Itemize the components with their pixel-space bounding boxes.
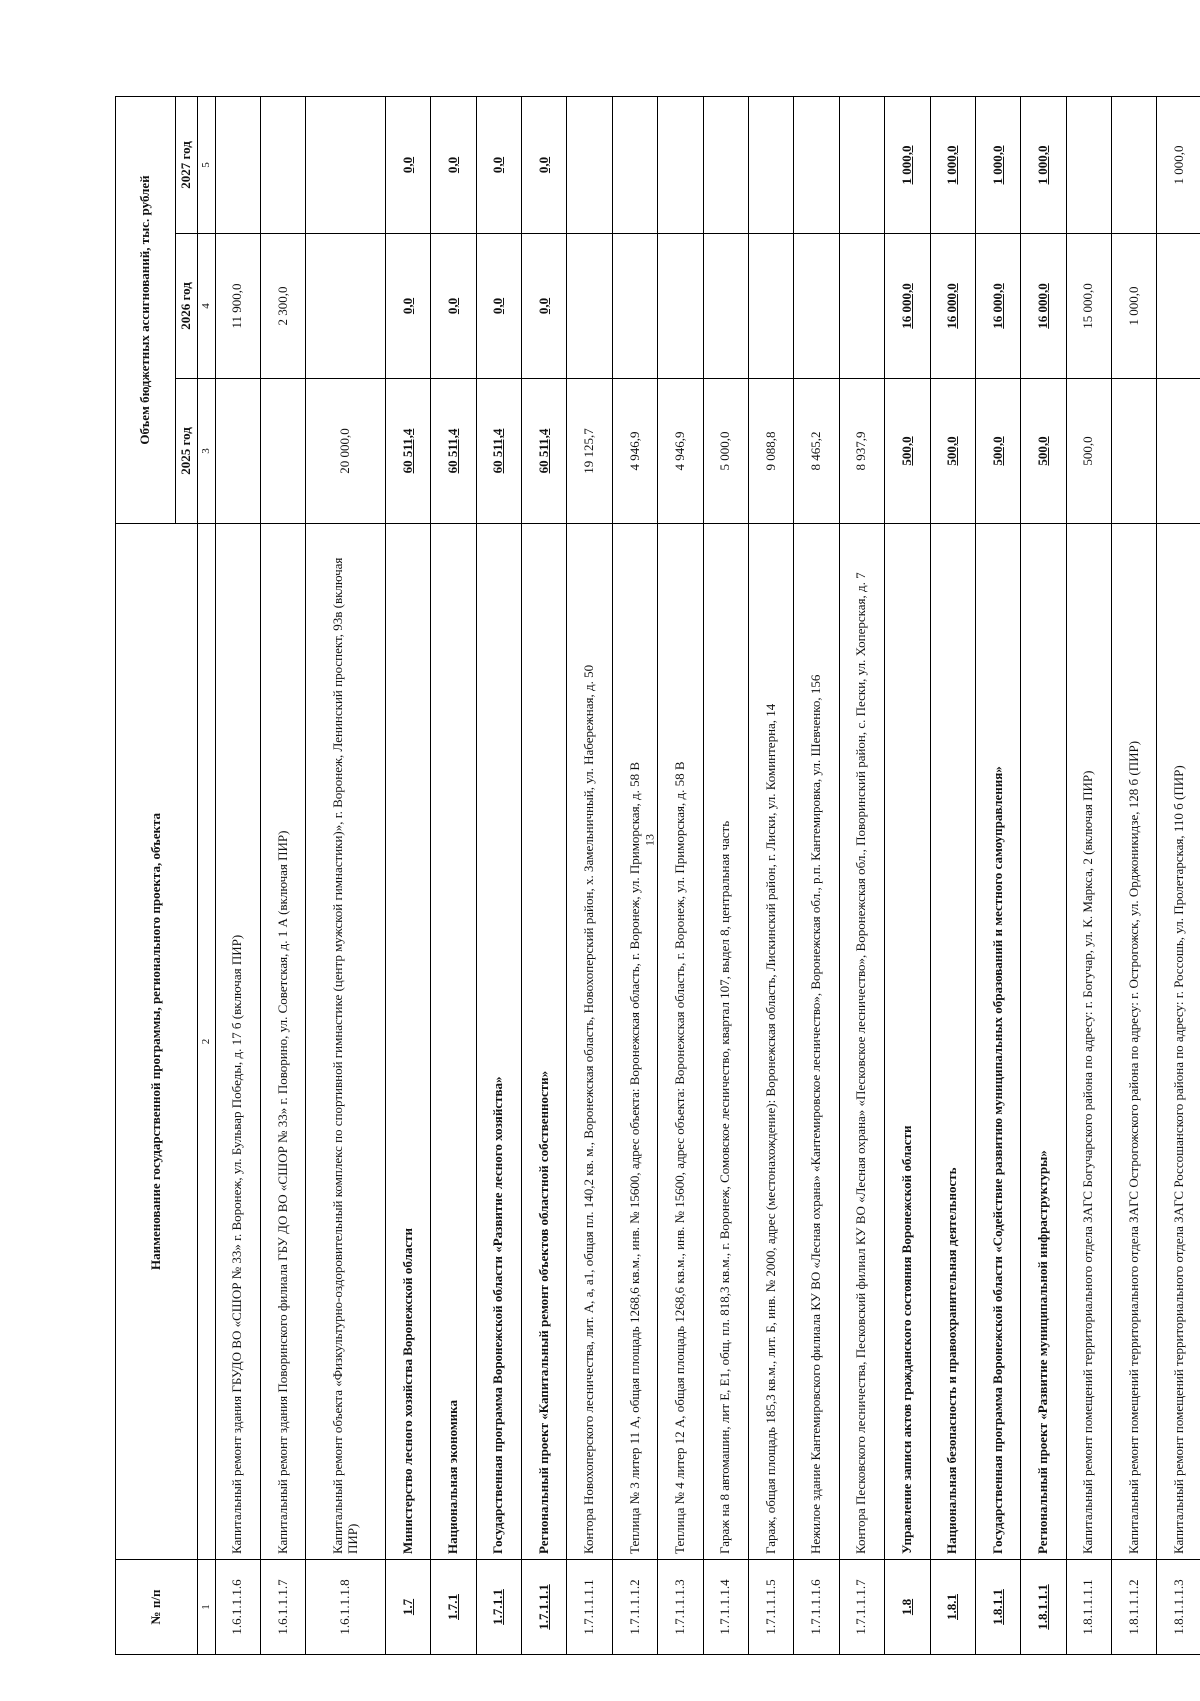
- row-name: [1157, 524, 1200, 1560]
- row-name: [431, 524, 476, 1560]
- row-number-text: 1.7: [399, 1598, 415, 1616]
- row-name-text: Капитальный ремонт помещений территориального отдела ЗАГС Острогожского района по адресу: г. Острогожск, ул. Орджоникидзе, 128 б (ПИР): [1125, 740, 1141, 1554]
- value-2027-text: 0,0: [444, 156, 460, 174]
- value-2026: [1112, 234, 1157, 379]
- table-row: [306, 96, 385, 1654]
- value-2027: [522, 96, 567, 233]
- value-2027: [476, 96, 521, 233]
- value-2027-text: 1 000,0: [1035, 145, 1051, 185]
- value-2027-text: 0,0: [535, 156, 551, 174]
- value-2027: [658, 96, 703, 233]
- value-2027: [930, 96, 975, 233]
- value-2027: [385, 96, 430, 233]
- value-2025-text: 500,0: [1080, 436, 1096, 466]
- value-2026-text: 16 000,0: [989, 283, 1005, 329]
- value-2025: [748, 379, 793, 524]
- header-year-2026: 2026 год: [176, 234, 198, 379]
- row-number: [567, 1560, 612, 1655]
- table-row: [930, 96, 975, 1654]
- col-number: 1: [198, 1560, 216, 1655]
- value-2025: [658, 379, 703, 524]
- row-number-text: 1.6.1.1.1.7: [274, 1579, 290, 1635]
- row-number-text: 1.7.1.1.1.2: [626, 1579, 642, 1635]
- value-2026: [261, 234, 306, 379]
- value-2026: [567, 234, 612, 379]
- row-name-text: Капитальный ремонт здания ГБУДО ВО «СШОР № 33» г. Воронеж, ул. Бульвар Победы, д. 17 б (включая ПИР): [229, 934, 245, 1554]
- row-name-text: Министерство лесного хозяйства Воронежской области: [399, 1227, 415, 1554]
- table-row: [794, 96, 839, 1654]
- value-2027-text: 1 000,0: [898, 145, 914, 185]
- row-number: [658, 1560, 703, 1655]
- value-2027: [794, 96, 839, 233]
- row-name: [703, 524, 748, 1560]
- row-number-text: 1.7.1.1.1: [535, 1584, 551, 1630]
- row-name-text: Капитальный ремонт помещений территориального отдела ЗАГС Богучарского района по адресу: г. Богучар, ул. К. Маркса, 2 (включая ПИР): [1080, 770, 1096, 1554]
- row-number-text: 1.7.1.1.1.3: [671, 1579, 687, 1635]
- value-2025: [431, 379, 476, 524]
- value-2025-text: 8 465,2: [808, 431, 824, 471]
- value-2026-text: 16 000,0: [1035, 283, 1051, 329]
- row-number: [1021, 1560, 1066, 1655]
- value-2026: [794, 234, 839, 379]
- value-2025: [261, 379, 306, 524]
- value-2025: [703, 379, 748, 524]
- value-2025: [1021, 379, 1066, 524]
- value-2025: [612, 379, 657, 524]
- value-2025: [1157, 379, 1200, 524]
- value-2026: [839, 234, 884, 379]
- table-row: [1112, 96, 1157, 1654]
- header-year-2027: 2027 год: [176, 96, 198, 233]
- row-number-text: 1.7.1.1.1.6: [808, 1579, 824, 1635]
- row-name-text: Капитальный ремонт помещений территориального отдела ЗАГС Россошанского района по адресу: г. Россошь, ул. Пролетарская, 110 б (ПИР): [1171, 765, 1187, 1554]
- value-2027-text: 1 000,0: [989, 145, 1005, 185]
- budget-table: [115, 96, 1200, 1655]
- row-name-text: Теплица № 4 литер 12 А, общая площадь 1268,6 кв.м., инв. № 15600, адрес объекта: Воронежская область, г. Воронеж, ул. Приморская, д. 58 В: [671, 761, 687, 1554]
- value-2025-text: 20 000,0: [337, 428, 353, 474]
- value-2026-text: 16 000,0: [898, 283, 914, 329]
- value-2026: [522, 234, 567, 379]
- value-2025: [567, 379, 612, 524]
- table-row: [567, 96, 612, 1654]
- row-name-text: Капитальный ремонт объекта «Физкультурно-оздоровительный комплекс по спортивной гимнастике (центр мужской гимнастики)», г. Воронеж, Ленинский проспект, 93в (включая ПИР): [329, 557, 360, 1554]
- row-number: [306, 1560, 385, 1655]
- value-2027: [1021, 96, 1066, 233]
- row-number-text: 1.6.1.1.1.6: [229, 1579, 245, 1635]
- row-number-text: 1.8: [898, 1598, 914, 1616]
- row-number: [385, 1560, 430, 1655]
- value-2025-text: 5 000,0: [717, 431, 733, 471]
- value-2026-text: 0,0: [399, 297, 415, 315]
- row-number-text: 1.7.1.1.1.5: [762, 1579, 778, 1635]
- row-number: [930, 1560, 975, 1655]
- value-2027-text: 0,0: [490, 156, 506, 174]
- row-number: [703, 1560, 748, 1655]
- value-2025: [885, 379, 930, 524]
- row-number-text: 1.8.1.1: [989, 1589, 1005, 1625]
- value-2025: [306, 379, 385, 524]
- value-2027-text: 1 000,0: [944, 145, 960, 185]
- table-row: [476, 96, 521, 1654]
- row-number: [885, 1560, 930, 1655]
- row-number-text: 1.8.1.1.1.2: [1125, 1579, 1141, 1635]
- row-name-text: Гараж на 8 автомашин, лит Е, Е1, общ. пл. 818,3 кв.м., г. Воронеж, Сомовское лесничество, квартал 107, выдел 8, центральная часть: [717, 820, 733, 1554]
- row-number-text: 1.8.1: [944, 1594, 960, 1620]
- value-2026: [306, 234, 385, 379]
- value-2025-text: 500,0: [989, 436, 1005, 466]
- value-2025: [476, 379, 521, 524]
- row-number: [261, 1560, 306, 1655]
- row-name-text: Управление записи актов гражданского состояния Воронежской области: [898, 1125, 914, 1554]
- row-name: [658, 524, 703, 1560]
- row-name: [794, 524, 839, 1560]
- table-body: [215, 96, 1200, 1654]
- value-2026: [476, 234, 521, 379]
- value-2027: [748, 96, 793, 233]
- value-2027: [612, 96, 657, 233]
- row-number: [431, 1560, 476, 1655]
- row-number-text: 1.7.1.1: [490, 1589, 506, 1625]
- value-2026-text: 15 000,0: [1080, 283, 1096, 329]
- col-number: 2: [198, 524, 216, 1560]
- row-number: [975, 1560, 1020, 1655]
- header-budget: Объем бюджетных ассигнований, тыс. рублей: [116, 96, 176, 523]
- table-row: [522, 96, 567, 1654]
- table-row: [431, 96, 476, 1654]
- row-number-text: 1.8.1.1.1.1: [1080, 1579, 1096, 1635]
- row-name: [1112, 524, 1157, 1560]
- col-number: 3: [198, 379, 216, 524]
- row-name-text: Капитальный ремонт здания Поворинского филиала ГБУ ДО ВО «СШОР № 33» г. Поворино, ул. Советская, д. 1 А (включая ПИР): [274, 830, 290, 1554]
- value-2025: [522, 379, 567, 524]
- table-row: [261, 96, 306, 1654]
- value-2025-text: 60 511,4: [444, 428, 460, 474]
- value-2026: [930, 234, 975, 379]
- value-2025-text: 4 946,9: [626, 431, 642, 471]
- header-year-2025: 2025 год: [176, 379, 198, 524]
- row-name-text: Теплица № 3 литер 11 А, общая площадь 1268,6 кв.м., инв. № 15600, адрес объекта: Воронежская область, г. Воронеж, ул. Приморская, д. 58 В: [626, 761, 642, 1554]
- row-name-text: Национальная безопасность и правоохранительная деятельность: [944, 1167, 960, 1554]
- row-number: [748, 1560, 793, 1655]
- row-name-text: Государственная программа Воронежской области «Развитие лесного хозяйства»: [490, 1076, 506, 1554]
- value-2026: [1157, 234, 1200, 379]
- value-2025: [1112, 379, 1157, 524]
- value-2026: [703, 234, 748, 379]
- row-number-text: 1.7.1.1.1.7: [853, 1579, 869, 1635]
- value-2026-text: 0,0: [490, 297, 506, 315]
- row-number-text: 1.6.1.1.1.8: [337, 1579, 353, 1635]
- row-number-text: 1.8.1.1.1.3: [1171, 1579, 1187, 1635]
- value-2027: [975, 96, 1020, 233]
- value-2027: [306, 96, 385, 233]
- value-2027: [431, 96, 476, 233]
- value-2025-text: 8 937,9: [853, 431, 869, 471]
- row-name: [215, 524, 260, 1560]
- value-2027: [1112, 96, 1157, 233]
- row-name: [1021, 524, 1066, 1560]
- row-name-text: Контора Новохоперского лесничества, лит. А, а, а1, общая пл. 140,2 кв. м., Воронежская область, Новохоперский район, х. Замельничный, ул. Набережная, д. 50: [581, 664, 597, 1554]
- header-num: № п/п: [116, 1560, 198, 1655]
- row-name: [522, 524, 567, 1560]
- row-name: [385, 524, 430, 1560]
- col-number: 5: [198, 96, 216, 233]
- table-row: [839, 96, 884, 1654]
- row-number: [1066, 1560, 1111, 1655]
- value-2025-text: 9 088,8: [762, 431, 778, 471]
- row-name: [476, 524, 521, 1560]
- value-2026: [658, 234, 703, 379]
- value-2025-text: 500,0: [944, 436, 960, 466]
- page-number: 13: [642, 834, 657, 846]
- value-2026-text: 16 000,0: [944, 283, 960, 329]
- value-2027: [261, 96, 306, 233]
- row-number: [612, 1560, 657, 1655]
- row-name-text: Нежилое здание Кантемировского филиала КУ ВО «Лесная охрана» «Кантемировское лесничество», Воронежская обл., р.п. Кантемировка, ул. Шевченко, 156: [808, 674, 824, 1554]
- row-number: [1112, 1560, 1157, 1655]
- value-2027: [215, 96, 260, 233]
- row-number: [476, 1560, 521, 1655]
- table-row: [1157, 96, 1200, 1654]
- value-2026-text: 11 900,0: [229, 283, 245, 329]
- row-name: [1066, 524, 1111, 1560]
- value-2027-text: 0,0: [399, 156, 415, 174]
- header-name: Наименование государственной программы, регионального проекта, объекта: [116, 524, 198, 1560]
- row-number: [839, 1560, 884, 1655]
- value-2025-text: 500,0: [1035, 436, 1051, 466]
- row-name: [261, 524, 306, 1560]
- value-2025: [975, 379, 1020, 524]
- value-2025: [794, 379, 839, 524]
- value-2025-text: 60 511,4: [490, 428, 506, 474]
- value-2026: [385, 234, 430, 379]
- row-name: [975, 524, 1020, 1560]
- value-2027: [703, 96, 748, 233]
- value-2025-text: 60 511,4: [535, 428, 551, 474]
- row-name: [930, 524, 975, 1560]
- value-2026-text: 0,0: [444, 297, 460, 315]
- row-number-text: 1.7.1: [444, 1594, 460, 1620]
- table-row: [385, 96, 430, 1654]
- value-2025: [1066, 379, 1111, 524]
- row-name-text: Региональный проект «Капитальный ремонт объектов областной собственности»: [535, 1070, 551, 1554]
- table-row: [658, 96, 703, 1654]
- value-2027: [567, 96, 612, 233]
- row-name-text: Контора Песковского лесничества, Песковский филиал КУ ВО «Лесная охрана» «Песковское лесничество», Воронежская обл., Поворинский район, с. Пески, ул. Хоперская, д. 7: [853, 572, 869, 1554]
- value-2027-text: 1 000,0: [1171, 145, 1187, 185]
- row-number: [215, 1560, 260, 1655]
- row-name: [567, 524, 612, 1560]
- value-2026: [612, 234, 657, 379]
- table-row: [748, 96, 793, 1654]
- value-2026: [215, 234, 260, 379]
- value-2025: [215, 379, 260, 524]
- row-name-text: Государственная программа Воронежской области «Содействие развитию муниципальных образований и местного самоуправления»: [989, 766, 1005, 1554]
- table-row: [1066, 96, 1111, 1654]
- value-2026-text: 0,0: [535, 297, 551, 315]
- value-2026-text: 2 300,0: [274, 286, 290, 326]
- table-row: [703, 96, 748, 1654]
- row-number-text: 1.7.1.1.1.1: [581, 1579, 597, 1635]
- value-2025-text: 19 125,7: [581, 428, 597, 474]
- row-name-text: Гараж, общая площадь 185,3 кв.м., лит. Б, инв. № 2000, адрес (местонахождение): Воронежская область, Лискинский район, г. Лиски, ул. Коминтерна, 14: [762, 703, 778, 1554]
- table-row: [975, 96, 1020, 1654]
- row-name: [306, 524, 385, 1560]
- value-2027: [1066, 96, 1111, 233]
- row-name: [885, 524, 930, 1560]
- value-2026: [1021, 234, 1066, 379]
- row-name: [612, 524, 657, 1560]
- value-2027: [839, 96, 884, 233]
- value-2026: [748, 234, 793, 379]
- value-2025: [930, 379, 975, 524]
- value-2026: [885, 234, 930, 379]
- table-row: [1021, 96, 1066, 1654]
- table-row: [885, 96, 930, 1654]
- row-number-text: 1.7.1.1.1.4: [717, 1579, 733, 1635]
- value-2025-text: 60 511,4: [399, 428, 415, 474]
- value-2025-text: 500,0: [898, 436, 914, 466]
- row-name-text: Национальная экономика: [444, 1400, 460, 1554]
- rotated-table-container: [115, 97, 1200, 1655]
- table-row: [215, 96, 260, 1654]
- value-2027: [885, 96, 930, 233]
- row-name-text: Региональный проект «Развитие муниципальной инфраструктуры»: [1035, 1150, 1051, 1554]
- value-2025-text: 4 946,9: [671, 431, 687, 471]
- row-number: [1157, 1560, 1200, 1655]
- row-number-text: 1.8.1.1.1: [1035, 1584, 1051, 1630]
- row-number: [794, 1560, 839, 1655]
- row-name: [748, 524, 793, 1560]
- table-row: [612, 96, 657, 1654]
- value-2026: [1066, 234, 1111, 379]
- value-2026: [975, 234, 1020, 379]
- value-2026: [431, 234, 476, 379]
- row-name: [839, 524, 884, 1560]
- value-2027: [1157, 96, 1200, 233]
- value-2025: [385, 379, 430, 524]
- col-number: 4: [198, 234, 216, 379]
- value-2026-text: 1 000,0: [1125, 286, 1141, 326]
- value-2025: [839, 379, 884, 524]
- row-number: [522, 1560, 567, 1655]
